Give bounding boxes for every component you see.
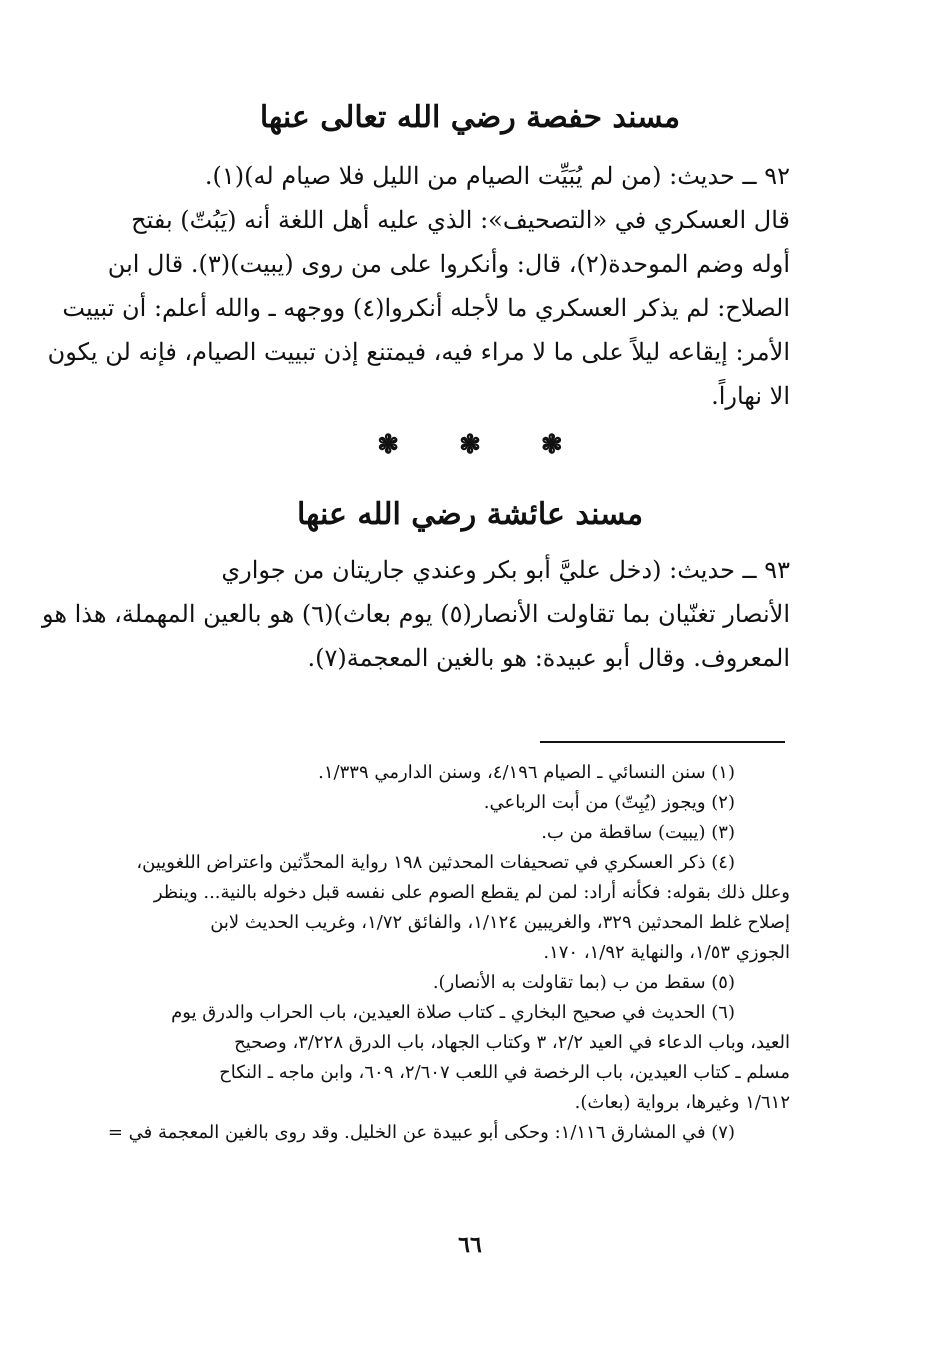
text-line: الأمر: إيقاعه ليلاً على ما لا مراء فيه، فيمتنع إذن تبييت الصيام، فإنه لن يكون	[47, 338, 790, 366]
footnote-divider	[540, 741, 785, 743]
section-heading-aisha: مسند عائشة رضي الله عنها	[296, 497, 644, 532]
text-line: ٩٣ ــ حديث: (دخل عليَّ أبو بكر وعندي جاريتان من جواري	[221, 556, 790, 584]
text-line: المعروف. وقال أبو عبيدة: هو بالغين المعجمة(٧).	[307, 644, 790, 672]
section-heading-hafsa: مسند حفصة رضي الله تعالى عنها	[259, 100, 681, 135]
ornament-star-icon: ❃	[459, 430, 481, 460]
text-line: الا نهاراً.	[711, 382, 790, 410]
section-separator	[0, 428, 940, 462]
hadith-93-block	[41, 548, 790, 680]
text-line: أوله وضم الموحدة(٢)، قال: وأنكروا على من روى (يبيت)(٣). قال ابن	[107, 250, 790, 278]
page-number: ٦٦	[458, 1232, 482, 1258]
footnote-line: إصلاح غلط المحدثين ٣٢٩، والغريبين ١/١٢٤، والفائق ١/٧٢، وغريب الحديث لابن	[210, 912, 790, 933]
footnote-line: (٥) سقط من ب (بما تقاولت به الأنصار).	[432, 972, 735, 993]
footnote-line: (٢) ويجوز (يُبِتّ) من أبت الرباعي.	[483, 792, 735, 813]
text-line: الأنصار تغنّيان بما تقاولت الأنصار(٥) يوم بعاث)(٦) هو بالعين المهملة، هذا هو	[41, 600, 790, 628]
footnote-line: وعلل ذلك بقوله: فكأنه أراد: لمن لم يقطع الصوم على نفسه قبل دخوله بالنية... وينظر	[153, 882, 790, 903]
footnote-line: (٤) ذكر العسكري في تصحيفات المحدثين ١٩٨ رواية المحدِّثين واعتراض اللغويين،	[136, 852, 735, 873]
footnote-line: العيد، وباب الدعاء في العيد ٢/٢، ٣ وكتاب الجهاد، باب الدرق ٣/٢٢٨، وصحيح	[234, 1032, 790, 1053]
ornament-star-icon: ❃	[540, 430, 563, 460]
text-line: قال العسكري في «التصحيف»: الذي عليه أهل اللغة أنه (يَبُتّ) بفتح	[131, 206, 790, 234]
footnote-line: الجوزي ١/٥٣، والنهاية ١/٩٢، ١٧٠.	[543, 942, 790, 963]
hadith-92-block	[47, 154, 790, 418]
ornament-star-icon: ❃	[377, 430, 400, 460]
footnotes	[70, 758, 790, 1148]
text-line: ٩٢ ــ حديث: (من لم يُبَيِّت الصيام من الليل فلا صيام له)(١).	[204, 162, 790, 190]
footnote-line: (١) سنن النسائي ـ الصيام ٤/١٩٦، وسنن الدارمي ١/٣٣٩.	[318, 762, 735, 783]
footnote-line: مسلم ـ كتاب العيدين، باب الرخصة في اللعب ٢/٦٠٧، ٦٠٩، وابن ماجه ـ النكاح	[219, 1062, 790, 1083]
footnote-line: (٦) الحديث في صحيح البخاري ـ كتاب صلاة العيدين، باب الحراب والدرق يوم	[171, 1002, 735, 1023]
footnote-line: (٧) في المشارق ١/١١٦: وحكى أبو عبيدة عن الخليل. وقد روى بالغين المعجمة في =	[107, 1122, 735, 1143]
footnote-line: (٣) (يبيت) ساقطة من ب.	[541, 822, 735, 843]
text-line: الصلاح: لم يذكر العسكري ما لأجله أنكروا(٤) ووجهه ـ والله أعلم: أن تبييت	[62, 294, 790, 322]
footnote-line: ١/٦١٢ وغيرها، برواية (بعاث).	[574, 1092, 790, 1113]
